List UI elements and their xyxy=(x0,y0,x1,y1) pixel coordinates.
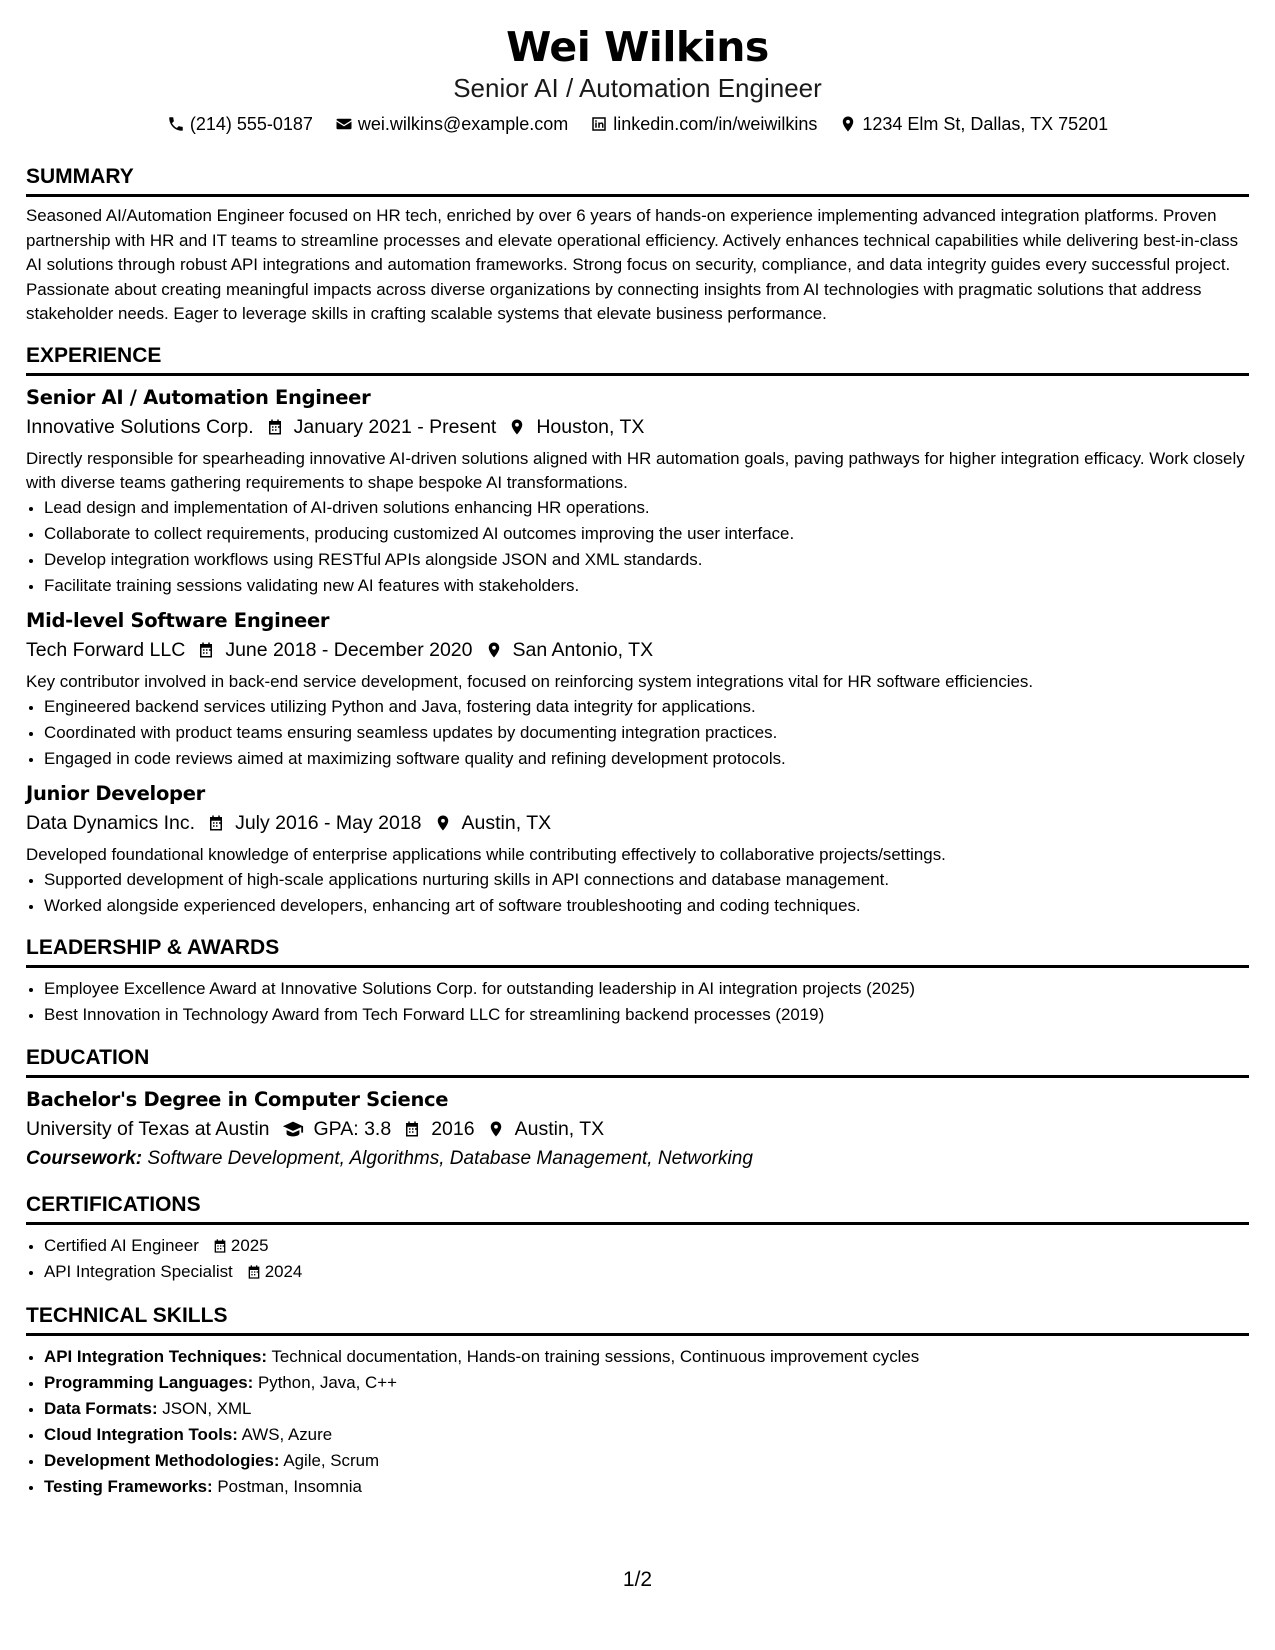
list-item xyxy=(44,1259,1249,1285)
section-title: TECHNICAL SKILLS xyxy=(26,1303,1249,1336)
list-item xyxy=(44,1396,1249,1422)
job-location: Houston, TX xyxy=(536,415,645,438)
envelope-icon xyxy=(335,115,353,133)
list-item: • Coordinated with product teams ensuring seamless updates by documenting integration practices. xyxy=(44,720,1249,746)
skill-label: API Integration Techniques: xyxy=(44,1346,268,1366)
job-bullets xyxy=(26,694,1249,772)
map-pin-icon xyxy=(485,641,503,659)
map-pin-icon xyxy=(487,1120,505,1138)
graduation-cap-icon xyxy=(282,1118,304,1140)
section-title: CERTIFICATIONS xyxy=(26,1192,1249,1225)
list-item xyxy=(44,1422,1249,1448)
calendar-icon xyxy=(266,418,284,436)
skill-label: Cloud Integration Tools: xyxy=(44,1424,238,1444)
list-item: • Develop integration workflows using RESTful APIs alongside JSON and XML standards. xyxy=(44,547,1249,573)
email-text: wei.wilkins@example.com xyxy=(357,114,569,134)
candidate-name: Wei Wilkins xyxy=(506,23,769,71)
map-pin-icon xyxy=(434,814,452,832)
skill-label: Data Formats: xyxy=(44,1398,158,1418)
certifications-section xyxy=(26,1192,1249,1285)
job-entry xyxy=(26,384,1249,599)
school-location: Austin, TX xyxy=(514,1117,605,1140)
coursework-label: Coursework: xyxy=(26,1147,143,1169)
coursework-line xyxy=(26,1144,1249,1174)
phone-icon xyxy=(167,115,185,133)
coursework-text: Software Development, Algorithms, Database Management, Networking xyxy=(147,1147,753,1169)
graduation-year: 2016 xyxy=(431,1117,475,1140)
gpa-text: GPA: 3.8 xyxy=(313,1117,392,1140)
linkedin-icon xyxy=(590,115,608,133)
cert-year: 2024 xyxy=(264,1261,303,1281)
job-dates: June 2018 - December 2020 xyxy=(225,638,473,661)
list-item xyxy=(44,1233,1249,1259)
list-item xyxy=(44,1370,1249,1396)
list-item: • Engaged in code reviews aimed at maximizing software quality and refining development protocols. xyxy=(44,746,1249,772)
list-item: • Collaborate to collect requirements, producing customized AI outcomes improving the user interface. xyxy=(44,521,1249,547)
calendar-icon xyxy=(403,1120,421,1138)
summary-text: Seasoned AI/Automation Engineer focused on HR tech, enriched by over 6 years of hands-on experience implementing advanced integration platforms. Proven partnership with HR and IT teams to streamline processes and elevate operational efficiency. Actively enhances technical capabilities while delivering best-in-class AI solutions through robust API integrations and automation frameworks. Strong focus on security, compliance, and data integrity guides every successful project. Passionate about creating meaningful impacts across diverse organizations by connecting insights from AI technologies with pragmatic solutions that address stakeholder needs. Eager to leverage skills in crafting scalable systems that elevate business performance. xyxy=(26,206,1239,323)
awards-list xyxy=(26,976,1249,1028)
job-title: Junior Developer xyxy=(26,781,205,805)
skill-label: Development Methodologies: xyxy=(44,1450,280,1470)
leadership-section xyxy=(26,935,1249,1028)
contact-address xyxy=(839,112,1108,136)
job-description: Directly responsible for spearheading innovative AI-driven solutions aligned with HR automation goals, paving pathways for higher integration efficacy. Work closely with diverse teams gathering requirements to shape bespoke AI transformations. xyxy=(26,448,1245,492)
job-dates: July 2016 - May 2018 xyxy=(235,811,422,834)
address-text: 1234 Elm St, Dallas, TX 75201 xyxy=(862,114,1109,134)
job-dates: January 2021 - Present xyxy=(293,415,497,438)
cert-year: 2025 xyxy=(230,1235,269,1255)
skills-list xyxy=(26,1344,1249,1500)
job-meta xyxy=(26,412,1249,442)
calendar-icon xyxy=(197,641,215,659)
school-name: University of Texas at Austin xyxy=(26,1117,270,1140)
education-meta xyxy=(26,1114,1249,1144)
experience-section xyxy=(26,343,1249,919)
calendar-icon xyxy=(199,1238,231,1254)
section-title: EDUCATION xyxy=(26,1045,1249,1078)
job-meta xyxy=(26,808,1249,838)
skill-value: AWS, Azure xyxy=(241,1424,333,1444)
list-item: • Engineered backend services utilizing Python and Java, fostering data integrity for applications. xyxy=(44,694,1249,720)
phone-text: (214) 555-0187 xyxy=(189,114,313,134)
skill-value: Postman, Insomnia xyxy=(217,1476,362,1496)
cert-name: • API Integration Specialist xyxy=(44,1261,233,1281)
company-name: Data Dynamics Inc. xyxy=(26,811,196,834)
section-title: SUMMARY xyxy=(26,164,1249,197)
summary-section xyxy=(26,164,1249,327)
cert-name: • Certified AI Engineer xyxy=(44,1235,199,1255)
list-item: • Lead design and implementation of AI-driven solutions enhancing HR operations. xyxy=(44,495,1249,521)
skill-label: Testing Frameworks: xyxy=(44,1476,213,1496)
job-meta xyxy=(26,635,1249,665)
degree-title: Bachelor's Degree in Computer Science xyxy=(26,1087,449,1111)
skills-section xyxy=(26,1303,1249,1500)
job-entry xyxy=(26,780,1249,919)
list-item xyxy=(44,1474,1249,1500)
contact-bar xyxy=(26,112,1249,136)
calendar-icon xyxy=(207,814,225,832)
job-description: Developed foundational knowledge of enterprise applications while contributing effectively to collaborative projects/settings. xyxy=(26,844,946,864)
job-description: Key contributor involved in back-end service development, focused on reinforcing system integrations vital for HR software efficiencies. xyxy=(26,671,1034,691)
job-bullets xyxy=(26,495,1249,599)
job-bullets xyxy=(26,867,1249,919)
contact-phone[interactable] xyxy=(167,112,313,136)
job-location: San Antonio, TX xyxy=(512,638,654,661)
map-pin-icon xyxy=(839,115,857,133)
job-title: Mid-level Software Engineer xyxy=(26,608,330,632)
list-item xyxy=(44,1448,1249,1474)
skill-value: Python, Java, C++ xyxy=(258,1372,397,1392)
company-name: Tech Forward LLC xyxy=(26,638,186,661)
skill-value: Technical documentation, Hands-on training sessions, Continuous improvement cycles xyxy=(271,1346,920,1366)
job-entry xyxy=(26,607,1249,772)
linkedin-text: linkedin.com/in/weiwilkins xyxy=(613,114,818,134)
list-item: • Supported development of high-scale applications nurturing skills in API connections and database management. xyxy=(44,867,1249,893)
education-section xyxy=(26,1045,1249,1174)
map-pin-icon xyxy=(508,418,526,436)
page-number: 1/2 xyxy=(622,1568,653,1591)
section-title: LEADERSHIP & AWARDS xyxy=(26,935,1249,968)
candidate-headline: Senior AI / Automation Engineer xyxy=(453,73,822,103)
contact-email[interactable] xyxy=(335,112,568,136)
calendar-icon xyxy=(233,1264,265,1280)
resume-page xyxy=(26,22,1249,1500)
section-title: EXPERIENCE xyxy=(26,343,1249,376)
list-item: • Best Innovation in Technology Award from Tech Forward LLC for streamlining backend processes (2019) xyxy=(44,1002,1249,1028)
company-name: Innovative Solutions Corp. xyxy=(26,415,254,438)
list-item xyxy=(44,1344,1249,1370)
skill-label: Programming Languages: xyxy=(44,1372,254,1392)
resume-header xyxy=(26,22,1249,136)
list-item: • Worked alongside experienced developers, enhancing art of software troubleshooting and coding techniques. xyxy=(44,893,1249,919)
job-location: Austin, TX xyxy=(461,811,552,834)
list-item: • Facilitate training sessions validating new AI features with stakeholders. xyxy=(44,573,1249,599)
skill-value: Agile, Scrum xyxy=(283,1450,380,1470)
certifications-list xyxy=(26,1233,1249,1285)
list-item: • Employee Excellence Award at Innovative Solutions Corp. for outstanding leadership in AI integration projects (2025) xyxy=(44,976,1249,1002)
skill-value: JSON, XML xyxy=(162,1398,252,1418)
contact-linkedin[interactable] xyxy=(590,112,817,136)
job-title: Senior AI / Automation Engineer xyxy=(26,385,371,409)
